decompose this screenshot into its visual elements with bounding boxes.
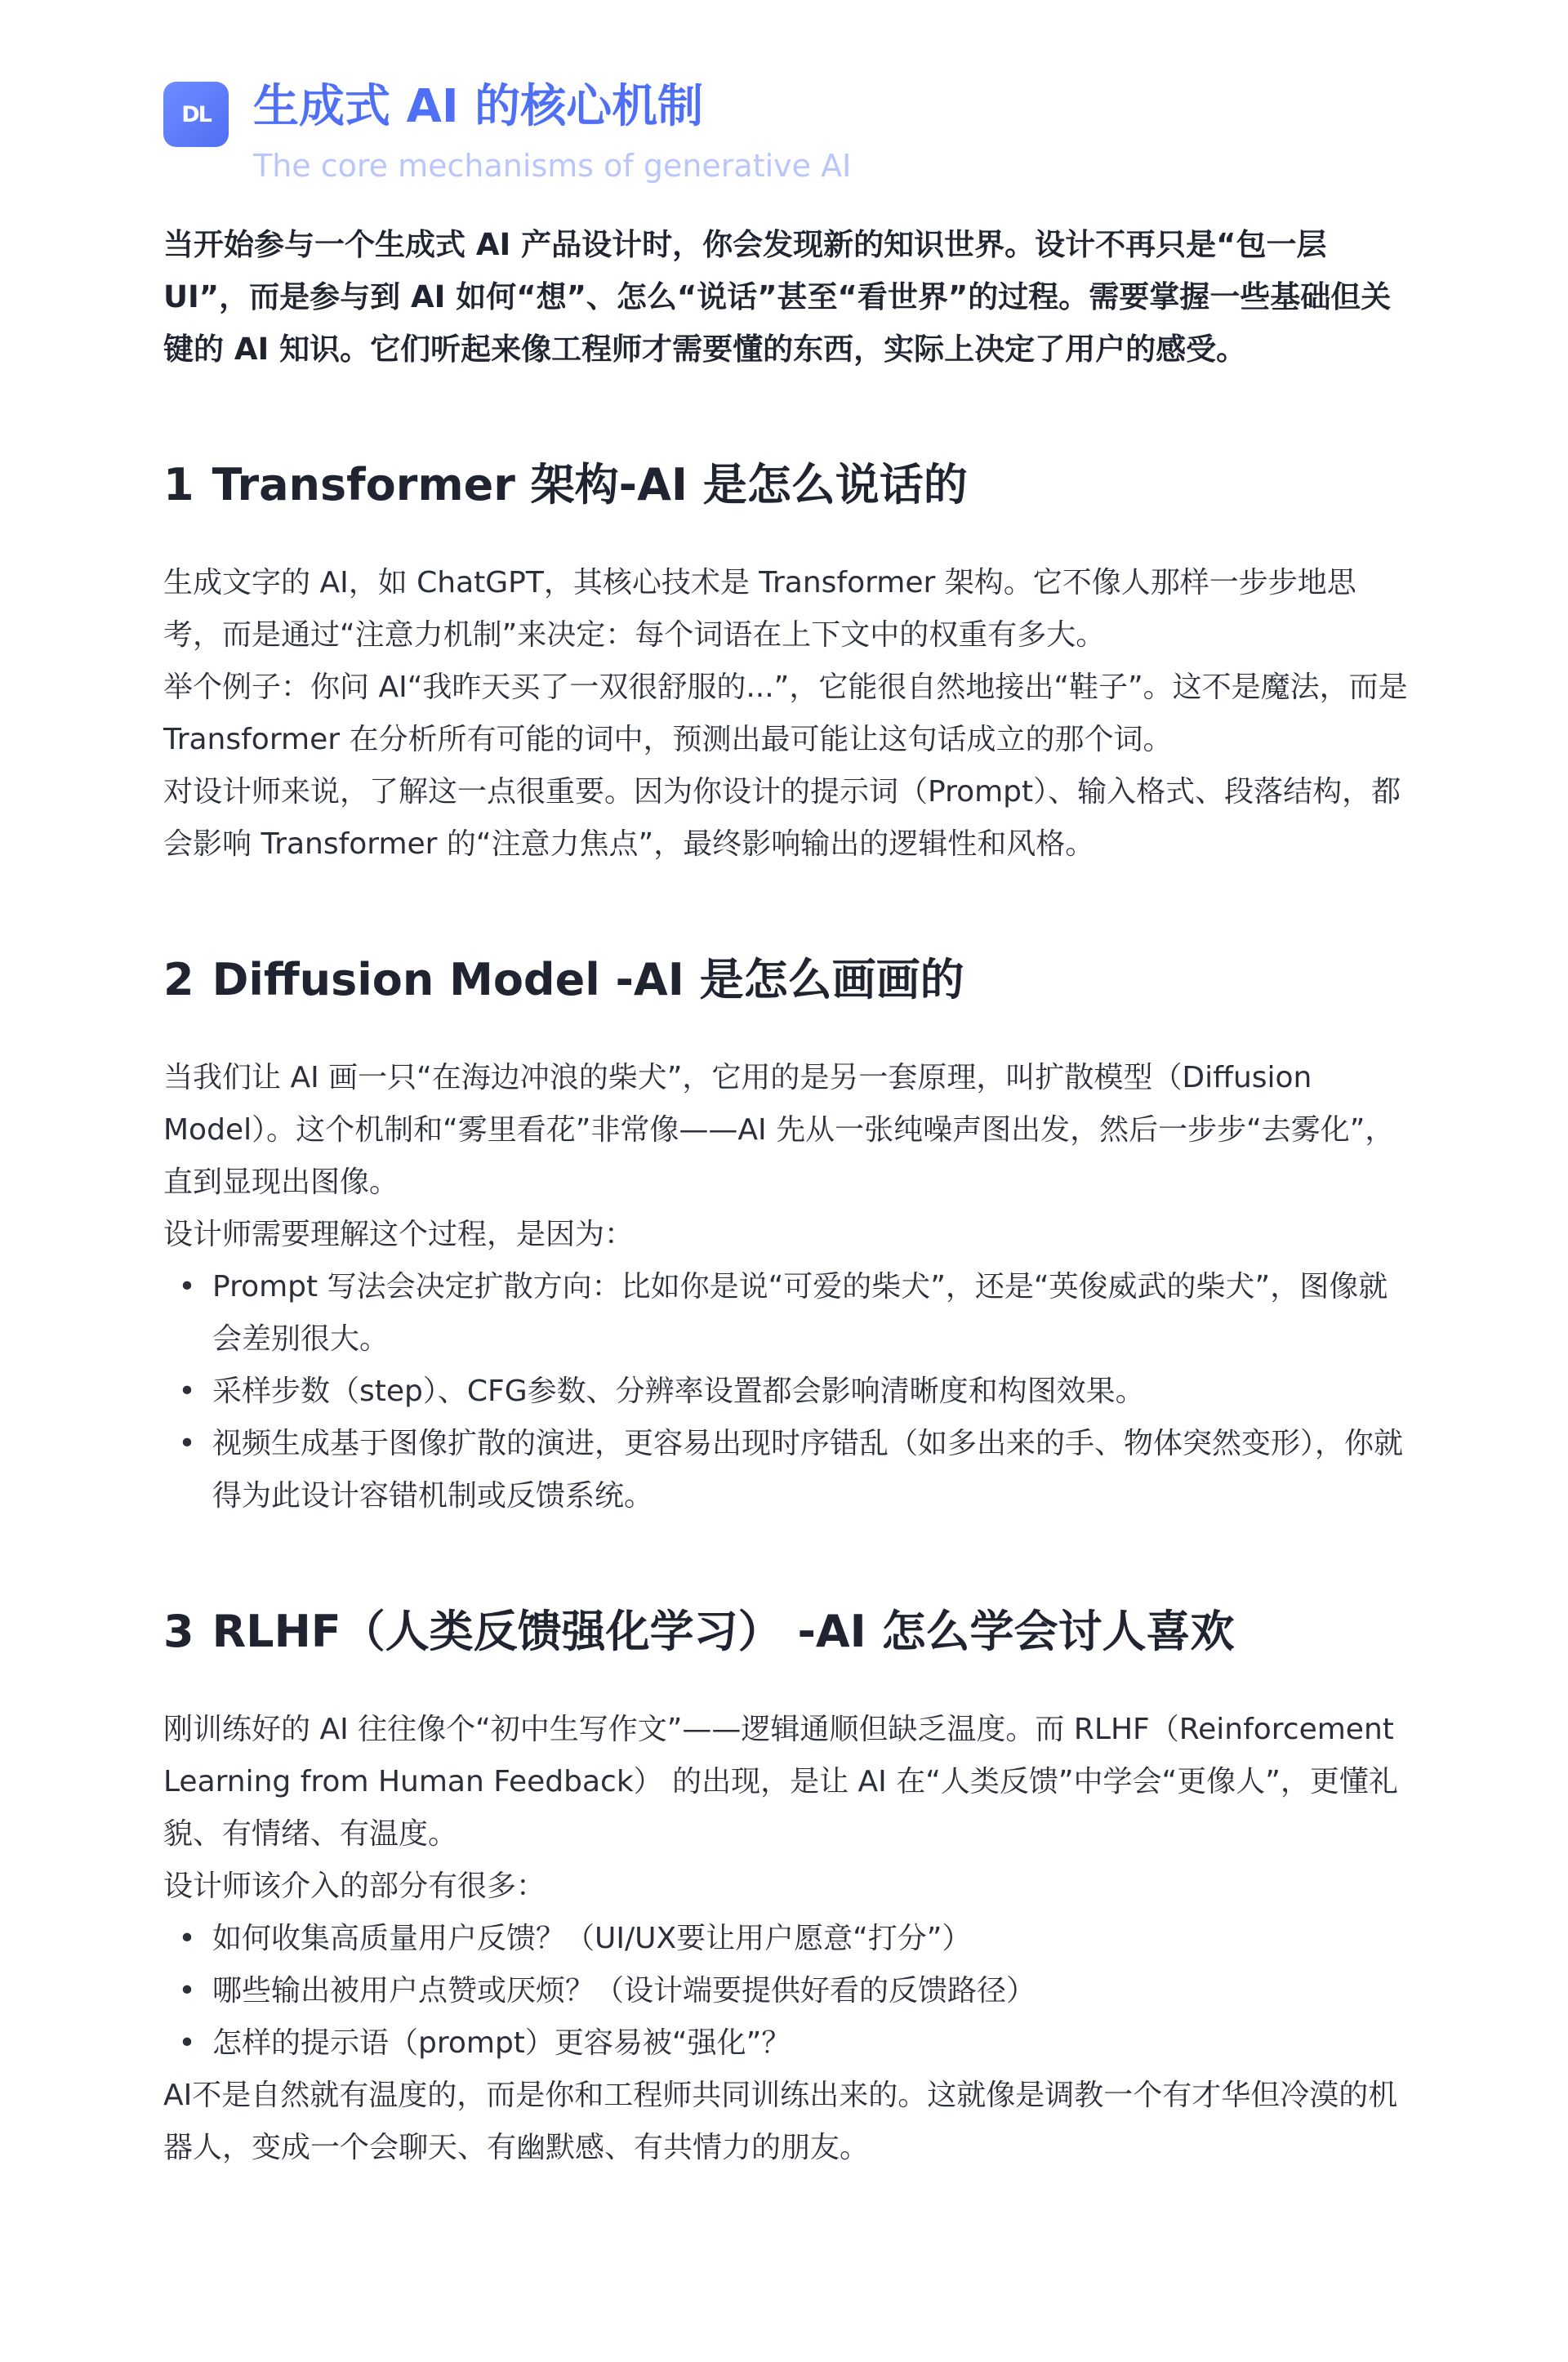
list-item bbox=[163, 1261, 1413, 1366]
article-body bbox=[163, 219, 1413, 2174]
section-title: RLHF（人类反馈强化学习） -AI 怎么学会讨人喜欢 bbox=[212, 1606, 1235, 1657]
paragraph: 生成文字的 AI，如 ChatGPT，其核心技术是 Transformer 架构。它不像人那样一步步地思考，而是通过“注意力机制”来决定：每个词语在上下文中的权重有多大。 bbox=[163, 566, 1356, 652]
list-item bbox=[163, 1965, 1413, 2017]
section-number: 3 bbox=[163, 1606, 194, 1657]
bullet-list bbox=[163, 1913, 1413, 2070]
section-number: 2 bbox=[163, 954, 194, 1005]
section-heading bbox=[163, 949, 1413, 1011]
section-heading bbox=[163, 1601, 1413, 1663]
bullet-icon: • bbox=[178, 1922, 196, 1955]
list-item-text: 哪些输出被用户点赞或厌烦？（设计端要提供好看的反馈路径） bbox=[212, 1974, 1036, 2008]
paragraph: 当我们让 AI 画一只“在海边冲浪的柴犬”，它用的是另一套原理，叫扩散模型（Diffusion Model）。这个机制和“雾里看花”非常像——AI 先从一张纯噪声图出发，然后一步步“去雾化”，直到显现出图像。 bbox=[163, 1061, 1395, 1199]
section-diffusion bbox=[163, 949, 1413, 1522]
section-number: 1 bbox=[163, 459, 194, 510]
bullet-icon: • bbox=[178, 1375, 196, 1408]
section-transformer bbox=[163, 454, 1413, 871]
section-rlhf bbox=[163, 1601, 1413, 2174]
list-item bbox=[163, 1913, 1413, 1965]
paragraph: 举个例子：你问 AI“我昨天买了一双很舒服的...”，它能很自然地接出“鞋子”。这不是魔法，而是 Transformer 在分析所有可能的词中，预测出最可能让这句话成立的那个词。 bbox=[163, 671, 1408, 756]
list-item-text: 怎样的提示语（prompt）更容易被“强化”？ bbox=[212, 2026, 791, 2060]
page-subtitle: The core mechanisms of generative AI bbox=[253, 148, 852, 184]
bullet-list bbox=[163, 1261, 1413, 1522]
list-item bbox=[163, 1366, 1413, 1418]
paragraph: 设计师该介入的部分有很多： bbox=[163, 1870, 546, 1903]
bullet-icon: • bbox=[178, 1427, 196, 1460]
bullet-icon: • bbox=[178, 1974, 196, 2008]
bullet-icon: • bbox=[178, 1270, 196, 1304]
list-item bbox=[163, 1418, 1413, 1522]
list-item-text: 如何收集高质量用户反馈？（UI/UX要让用户愿意“打分”） bbox=[212, 1922, 972, 1955]
section-title: Transformer 架构-AI 是怎么说话的 bbox=[212, 459, 968, 510]
paragraph: 设计师需要理解这个过程，是因为： bbox=[163, 1218, 635, 1251]
intro-paragraph: 当开始参与一个生成式 AI 产品设计时，你会发现新的知识世界。设计不再只是“包一层 UI”，而是参与到 AI 如何“想”、怎么“说话”甚至“看世界”的过程。需要掌握一些基础但关键的 AI 知识。它们听起来像工程师才需要懂的东西，实际上决定了用户的感受。 bbox=[163, 227, 1392, 367]
section-heading bbox=[163, 454, 1413, 516]
paragraph: 刚训练好的 AI 往往像个“初中生写作文”——逻辑通顺但缺乏温度。而 RLHF（Reinforcement Learning from Human Feedback） 的出现，是让 AI 在“人类反馈”中学会“更像人”，更懂礼貌、有情绪、有温度。 bbox=[163, 1713, 1398, 1851]
closing-paragraph: AI不是自然就有温度的，而是你和工程师共同训练出来的。这就像是调教一个有才华但冷漠的机器人，变成一个会聊天、有幽默感、有共情力的朋友。 bbox=[163, 2079, 1398, 2164]
list-item-text: 视频生成基于图像扩散的演进，更容易出现时序错乱（如多出来的手、物体突然变形），你就得为此设计容错机制或反馈系统。 bbox=[212, 1427, 1404, 1513]
section-title: Diffusion Model -AI 是怎么画画的 bbox=[212, 954, 964, 1005]
article-header bbox=[163, 77, 1405, 191]
list-item-text: Prompt 写法会决定扩散方向：比如你是说“可爱的柴犬”，还是“英俊威武的柴犬”，图像就会差别很大。 bbox=[212, 1270, 1388, 1356]
list-item bbox=[163, 2017, 1413, 2070]
paragraph: 对设计师来说，了解这一点很重要。因为你设计的提示词（Prompt）、输入格式、段落结构，都会影响 Transformer 的“注意力焦点”，最终影响输出的逻辑性和风格。 bbox=[163, 775, 1401, 861]
bullet-icon: • bbox=[178, 2026, 196, 2060]
list-item-text: 采样步数（step）、CFG参数、分辨率设置都会影响清晰度和构图效果。 bbox=[212, 1375, 1145, 1408]
page-title: 生成式 AI 的核心机制 bbox=[253, 80, 704, 133]
brand-logo: DL bbox=[163, 82, 229, 147]
